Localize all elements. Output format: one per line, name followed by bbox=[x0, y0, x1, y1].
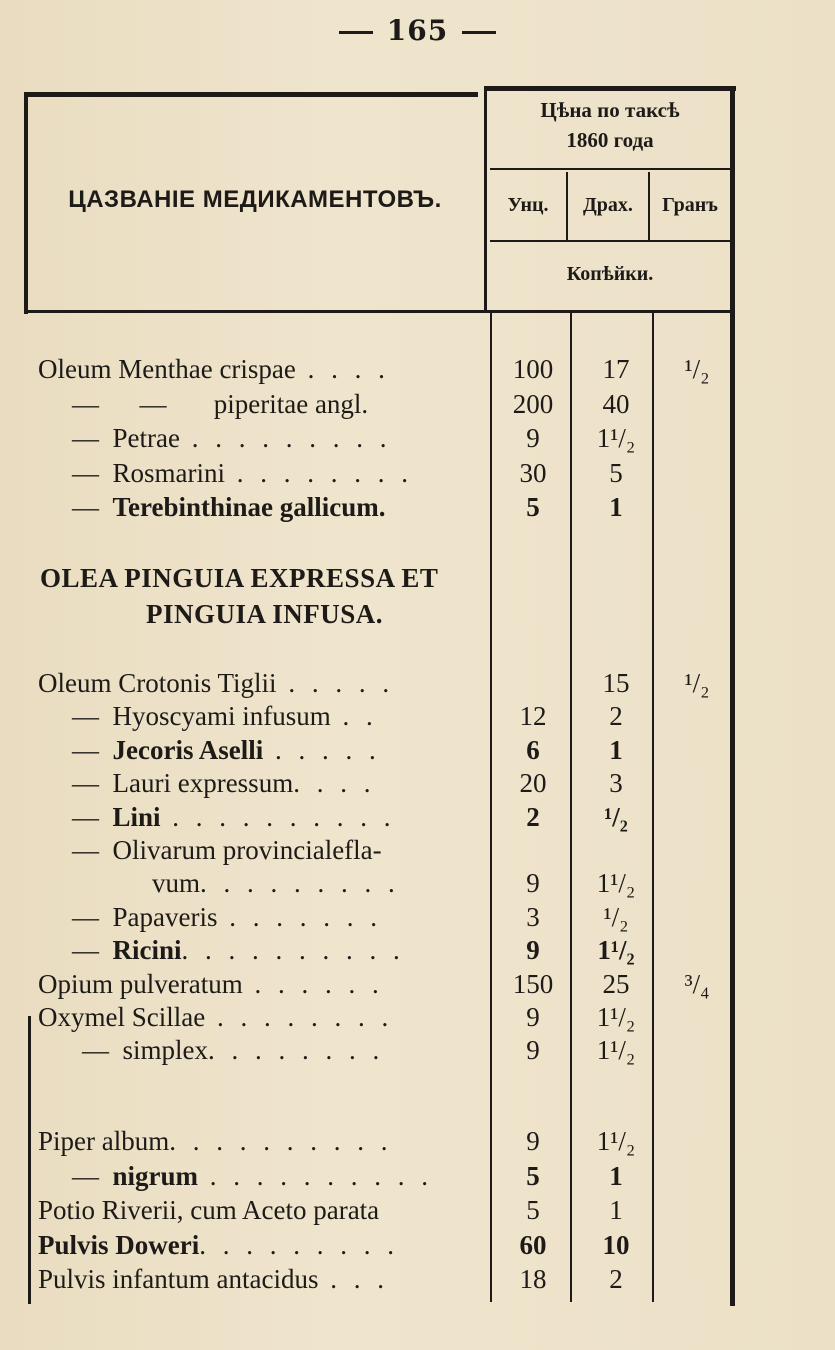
medicament-name: — — piperitae angl. bbox=[72, 388, 369, 419]
table-left-border bbox=[24, 92, 28, 314]
price-unc: 150 bbox=[512, 968, 554, 999]
price-unc: 30 bbox=[519, 457, 547, 488]
price-gran: ¹/₂ bbox=[684, 668, 710, 698]
medicament-name: — Lauri expressum. . . . bbox=[72, 768, 376, 799]
price-unc: 5 bbox=[526, 1195, 540, 1225]
price-gran bbox=[662, 1000, 732, 1034]
unit-label: Копѣйки. bbox=[566, 263, 654, 285]
medicament-name: Oleum Menthae crispae . . . . bbox=[38, 354, 390, 384]
price-gran bbox=[662, 766, 732, 800]
column-header-gran: Гранъ bbox=[662, 194, 718, 216]
price-drach: ¹/₂ bbox=[604, 801, 628, 832]
medicament-name: vum. . . . . . . . . bbox=[152, 868, 400, 899]
price-drach: 2 bbox=[609, 701, 623, 732]
price-gran bbox=[662, 1159, 732, 1193]
medicament-name: Pulvis infantum antacidus . . . bbox=[38, 1264, 389, 1294]
price-gran bbox=[662, 699, 732, 733]
price-unc: 20 bbox=[519, 768, 547, 799]
medicament-name: Opium pulveratum . . . . . . bbox=[38, 968, 384, 999]
price-unc bbox=[493, 833, 573, 867]
medicament-name: — nigrum . . . . . . . . . . bbox=[72, 1160, 434, 1191]
price-unc: 100 bbox=[512, 354, 554, 384]
price-gran: ¹/₂ bbox=[684, 354, 710, 384]
medicament-name: Oxymel Scillae . . . . . . . . bbox=[38, 1002, 394, 1032]
price-unc: 12 bbox=[519, 701, 547, 732]
price-gran bbox=[662, 800, 732, 834]
column-header-unc: Унц. bbox=[507, 194, 549, 216]
price-drach: 25 bbox=[602, 968, 630, 999]
medicament-name: Potio Riverii, cum Aceto parata bbox=[38, 1195, 380, 1225]
price-gran bbox=[662, 833, 732, 867]
medicament-name: — Ricini. . . . . . . . . . bbox=[72, 935, 405, 966]
medicament-name: — Jecoris Aselli . . . . . bbox=[72, 734, 381, 765]
column-header-drach: Драх. bbox=[583, 194, 633, 216]
price-drach: 3 bbox=[609, 768, 623, 799]
price-gran bbox=[662, 933, 732, 967]
price-gran bbox=[662, 1262, 732, 1296]
table-top-rule-left bbox=[24, 92, 478, 97]
price-unc: 9 bbox=[526, 1035, 540, 1066]
medicament-name: — Terebinthinae gallicum. bbox=[72, 492, 386, 522]
price-drach: 1 bbox=[609, 1195, 623, 1225]
left-margin-bracket bbox=[28, 1016, 31, 1304]
price-drach: 1¹/₂ bbox=[596, 423, 636, 453]
price-gran bbox=[662, 421, 732, 455]
price-title-line2: 1860 года bbox=[566, 128, 654, 152]
price-unc: 9 bbox=[526, 423, 540, 453]
price-drach: 1 bbox=[609, 1160, 623, 1191]
medicament-name: — Petrae . . . . . . . . . bbox=[72, 423, 392, 453]
price-unc: 5 bbox=[526, 1160, 540, 1191]
medicament-name: — Hyoscyami infusum . . bbox=[72, 701, 378, 732]
price-drach bbox=[578, 833, 654, 867]
page-number: 165 bbox=[0, 14, 835, 47]
price-gran bbox=[662, 1193, 732, 1227]
price-unc: 6 bbox=[526, 734, 540, 765]
price-drach: 15 bbox=[602, 668, 630, 698]
medicament-name: Piper album. . . . . . . . . . bbox=[38, 1126, 393, 1156]
price-drach: 1¹/₂ bbox=[596, 1002, 636, 1032]
price-gran bbox=[662, 866, 732, 900]
medicament-name: — Rosmarini . . . . . . . . bbox=[72, 457, 413, 488]
price-gran bbox=[662, 900, 732, 934]
price-unc: 60 bbox=[519, 1229, 547, 1260]
price-unc: 9 bbox=[526, 1126, 540, 1156]
price-drach: 17 bbox=[602, 354, 630, 384]
medicament-name: Oleum Crotonis Tiglii . . . . . bbox=[38, 668, 395, 698]
price-unc: 9 bbox=[526, 868, 540, 899]
price-gran bbox=[662, 456, 732, 490]
table-top-rule-right bbox=[484, 86, 736, 91]
price-drach: 1¹/₂ bbox=[596, 868, 636, 899]
price-drach: 5 bbox=[609, 457, 623, 488]
subheader-rule bbox=[490, 240, 730, 242]
price-title-rule bbox=[490, 168, 730, 170]
price-drach: 40 bbox=[602, 388, 630, 419]
price-unc: 3 bbox=[526, 901, 540, 932]
price-unc: 200 bbox=[512, 388, 554, 419]
medicament-name: — Olivarum provincialefla- bbox=[72, 835, 382, 865]
price-unc: 9 bbox=[526, 935, 540, 966]
price-gran bbox=[662, 1124, 732, 1158]
medicament-name: — Papaveris . . . . . . . bbox=[72, 901, 382, 932]
price-drach: 1¹/₂ bbox=[596, 1126, 636, 1156]
price-drach: 1¹/₂ bbox=[596, 1035, 636, 1066]
price-drach: 1 bbox=[609, 734, 623, 765]
medicament-name: Pulvis Doweri. . . . . . . . . bbox=[38, 1229, 399, 1260]
price-unc: 5 bbox=[526, 492, 540, 522]
price-drach: 2 bbox=[609, 1264, 623, 1294]
table-title: ЦАЗВАНІЕ МЕДИКАМЕНТОВЪ. bbox=[68, 186, 442, 213]
price-drach: 1 bbox=[609, 492, 623, 522]
price-gran bbox=[662, 490, 732, 524]
price-gran bbox=[662, 733, 732, 767]
price-unc bbox=[493, 666, 573, 700]
price-unc: 9 bbox=[526, 1002, 540, 1032]
section-heading-line1: OLEA PINGUIA EXPRESSA ET bbox=[40, 563, 439, 593]
price-drach: 1¹/₂ bbox=[597, 935, 635, 966]
header-divider bbox=[484, 90, 487, 312]
section-heading-line2: PINGUIA INFUSA. bbox=[146, 599, 384, 629]
price-unc: 2 bbox=[526, 801, 540, 832]
medicament-name: — simplex. . . . . . . . bbox=[82, 1035, 385, 1066]
price-drach: ¹/₂ bbox=[603, 901, 629, 932]
header-bottom-rule bbox=[24, 310, 732, 313]
price-title-line1: Цѣна по таксѣ bbox=[540, 98, 680, 122]
price-unc: 18 bbox=[519, 1264, 547, 1294]
price-gran bbox=[662, 387, 732, 421]
medicament-name: — Lini . . . . . . . . . . bbox=[72, 801, 396, 832]
price-gran bbox=[662, 1033, 732, 1067]
price-drach: 10 bbox=[602, 1229, 630, 1260]
price-gran: ³/₄ bbox=[684, 968, 710, 999]
price-gran bbox=[662, 1228, 732, 1262]
